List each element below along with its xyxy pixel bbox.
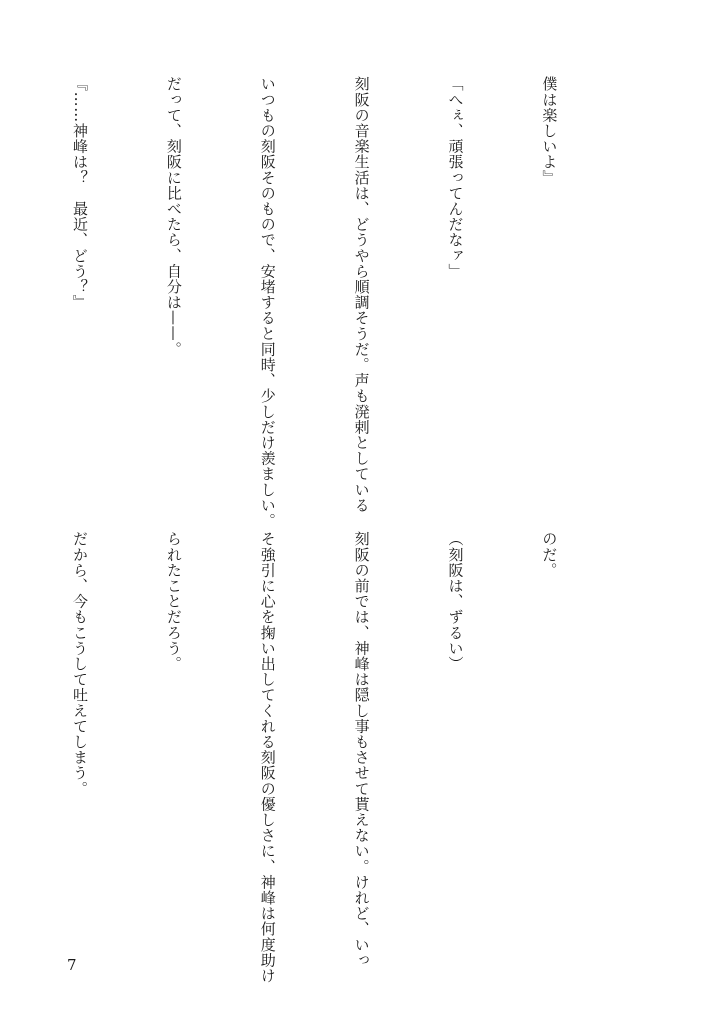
text-line [0, 76, 1, 496]
upper-text-block [70, 76, 627, 529]
text-line: そ強引に心を掬い出してくれる刻阪の優しさに、神峰は何度助け [258, 531, 277, 984]
text-line: だって、刻阪に比べたら、自分は——。 [164, 76, 183, 357]
lower-text-block [70, 531, 627, 984]
text-line: （刻阪は、ずるい） [446, 531, 465, 672]
text-line: 刻阪の前では、神峰は隠し事もさせて貰えない。けれど、いっ [352, 531, 371, 968]
text-line [0, 531, 1, 949]
text-line: のだ。 [540, 531, 559, 578]
text-line: 「へぇ、頑張ってんだなァ」 [446, 76, 465, 279]
text-line: 僕は楽しいよ』 [540, 76, 559, 186]
text-line: 『……神峰は？ 最近、どう？』 [70, 76, 89, 310]
text-line: 刻阪の音楽生活は、どうやら順調そうだ。声も溌剌としている [352, 76, 371, 513]
text-line: いつもの刻阪そのもので、安堵すると同時、少しだけ羨ましい。 [258, 76, 277, 529]
text-line: られたことだろう。 [164, 531, 183, 672]
text-line: だから、今もこうして吐えてしまう。 [70, 531, 89, 797]
page-number: 7 [67, 956, 77, 974]
